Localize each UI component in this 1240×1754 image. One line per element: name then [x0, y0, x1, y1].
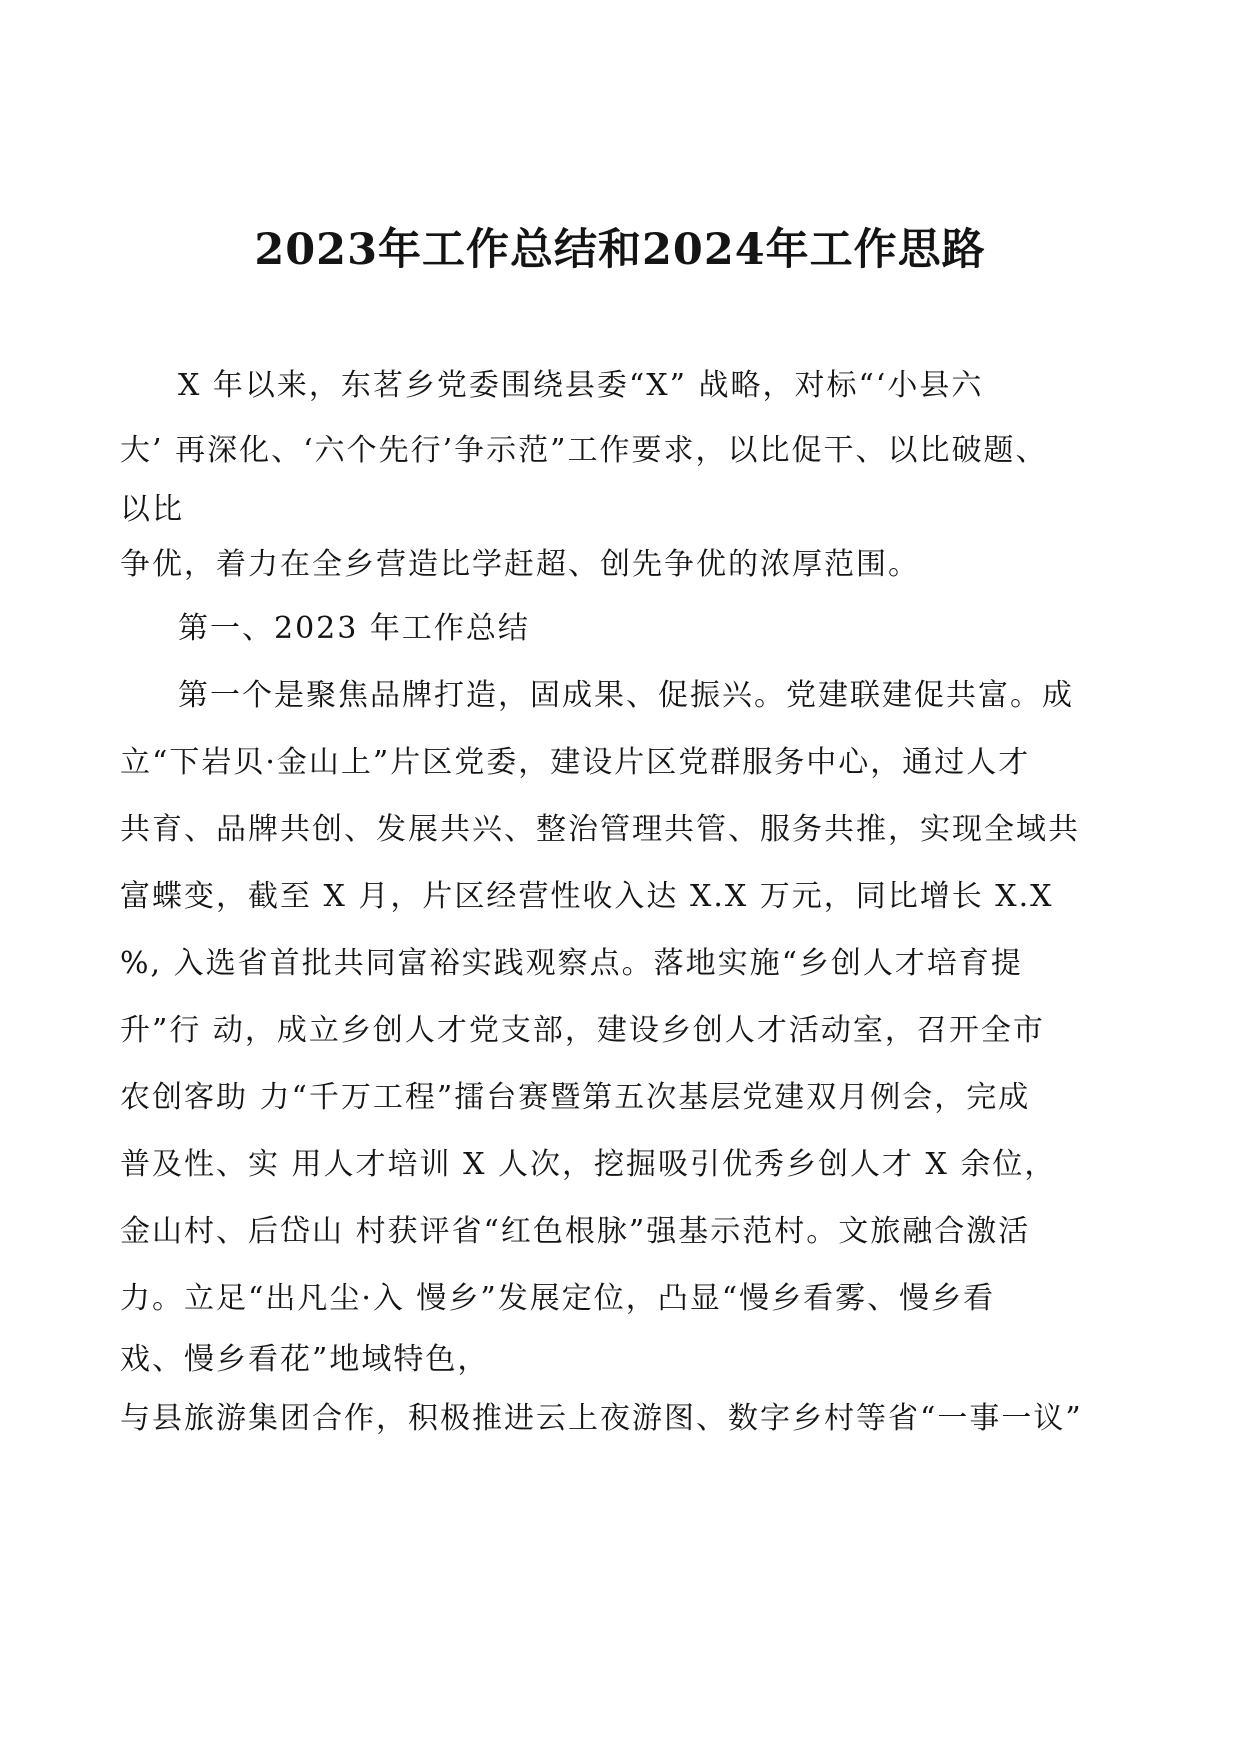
body-line: 立“下岩贝·金山上”片区党委，建设片区党群服务中心，通过人才	[120, 745, 1031, 780]
body-line: %, 入选省首批共同富裕实践观察点。落地实施“乡创人才培育提	[120, 946, 1023, 981]
body-line: 争优，着力在全乡营造比学赶超、创先争优的浓厚范围。	[120, 547, 920, 582]
body-line: 力。立足“出凡尘·入 慢乡”发展定位，凸显“慢乡看雾、慢乡看	[120, 1281, 996, 1316]
body-line: 与县旅游集团合作，积极推进云上夜游图、数字乡村等省“一事一议”	[120, 1401, 1083, 1436]
section-heading: 第一、2023 年工作总结	[178, 611, 530, 646]
body-line: 第一个是聚焦品牌打造，固成果、促振兴。党建联建促共富。成	[178, 678, 1074, 713]
body-line: 富蝶变，截至 X 月，片区经营性收入达 X.X 万元，同比增长 X.X	[120, 879, 1054, 914]
body-line: 戏、慢乡看花”地域特色，	[120, 1342, 490, 1377]
body-line: 农创客助 力“千万工程”擂台赛暨第五次基层党建双月例会，完成	[120, 1080, 1031, 1115]
body-line: X 年以来，东茗乡党委围绕县委“X” 战略，对标“‘小县六	[178, 368, 984, 403]
body-line: 升”行 动，成立乡创人才党支部，建设乡创人才活动室，召开全市	[120, 1013, 1045, 1048]
body-line: 以比	[120, 492, 184, 527]
body-line: 金山村、后岱山 村获评省“红色根脉”强基示范村。文旅融合激活	[120, 1214, 1031, 1249]
body-line: 普及性、实 用人才培训 X 人次，挖掘吸引优秀乡创人才 X 余位，	[120, 1147, 1057, 1182]
body-line: 大’ 再深化、‘六个先行’争示范”工作要求，以比促干、以比破题、	[120, 433, 1048, 468]
document-title: 2023年工作总结和2024年工作思路	[254, 225, 986, 275]
body-line: 共育、品牌共创、发展共兴、整治管理共管、服务共推，实现全域共	[120, 812, 1080, 847]
